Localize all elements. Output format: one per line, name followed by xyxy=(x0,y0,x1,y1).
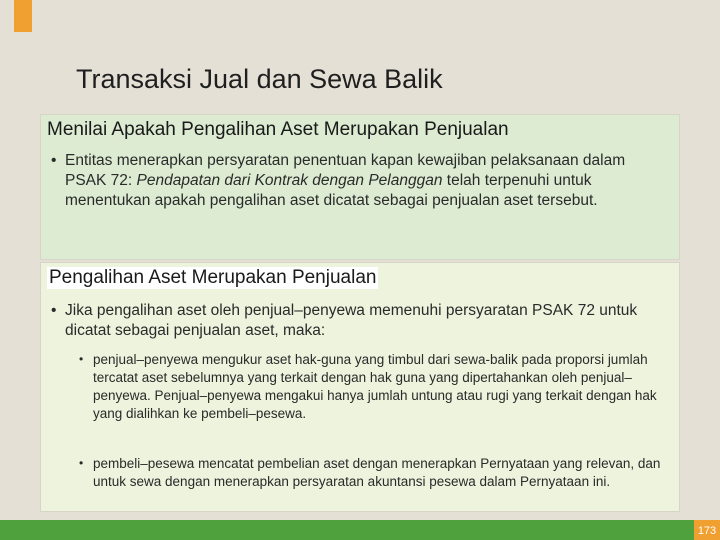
corner-accent xyxy=(14,0,32,32)
bullet-dot-icon: • xyxy=(51,152,57,169)
bullet-dot-icon: • xyxy=(51,302,57,319)
bullet-item xyxy=(51,301,665,341)
section-sale xyxy=(40,262,680,512)
bullet-text: Jika pengalihan aset oleh penjual–penyewa memenuhi persyaratan PSAK 72 untuk dicatat sebagai penjualan aset, maka: xyxy=(65,302,638,339)
bullet-dot-icon: • xyxy=(79,456,84,470)
footer-bar xyxy=(0,520,720,540)
bullet-text-start: Entitas menerapkan persyaratan penentuan kapan kewajiban pelaksanaan dalam PSAK 72: xyxy=(65,152,626,189)
sub-bullet-text: pembeli–pesewa mencatat pembelian aset dengan menerapkan Pernyataan yang relevan, dan untuk sewa dengan menerapkan persyaratan akuntansi pesewa dalam Pernyataan ini. xyxy=(93,456,661,489)
section-heading: Menilai Apakah Pengalihan Aset Merupakan Penjualan xyxy=(47,119,509,140)
bullet-dot-icon: • xyxy=(79,352,84,366)
bullet-item xyxy=(51,151,665,211)
sub-bullet-item xyxy=(79,455,663,491)
section-assessment xyxy=(40,114,680,260)
sub-bullet-item xyxy=(79,351,663,423)
page-title: Transaksi Jual dan Sewa Balik xyxy=(76,64,443,94)
page-number: 173 xyxy=(694,520,720,540)
bullet-text-italic: Pendapatan dari Kontrak dengan Pelanggan xyxy=(136,172,443,189)
bullet-text-end: telah terpenuhi untuk menentukan apakah pengalihan aset dicatat sebagai penjualan aset tersebut. xyxy=(65,172,598,209)
section-heading: Pengalihan Aset Merupakan Penjualan xyxy=(49,267,377,288)
sub-bullet-text: penjual–penyewa mengukur aset hak-guna yang timbul dari sewa-balik pada proporsi jumlah tercatat aset sebelumnya yang terkait dengan hak guna yang dipertahankan oleh penjual–penyewa. Penjual–penyewa mengakui hanya jumlah untung atau rugi yang terkait dengan hak yang dialihkan ke pembeli–pesewa. xyxy=(93,352,657,421)
